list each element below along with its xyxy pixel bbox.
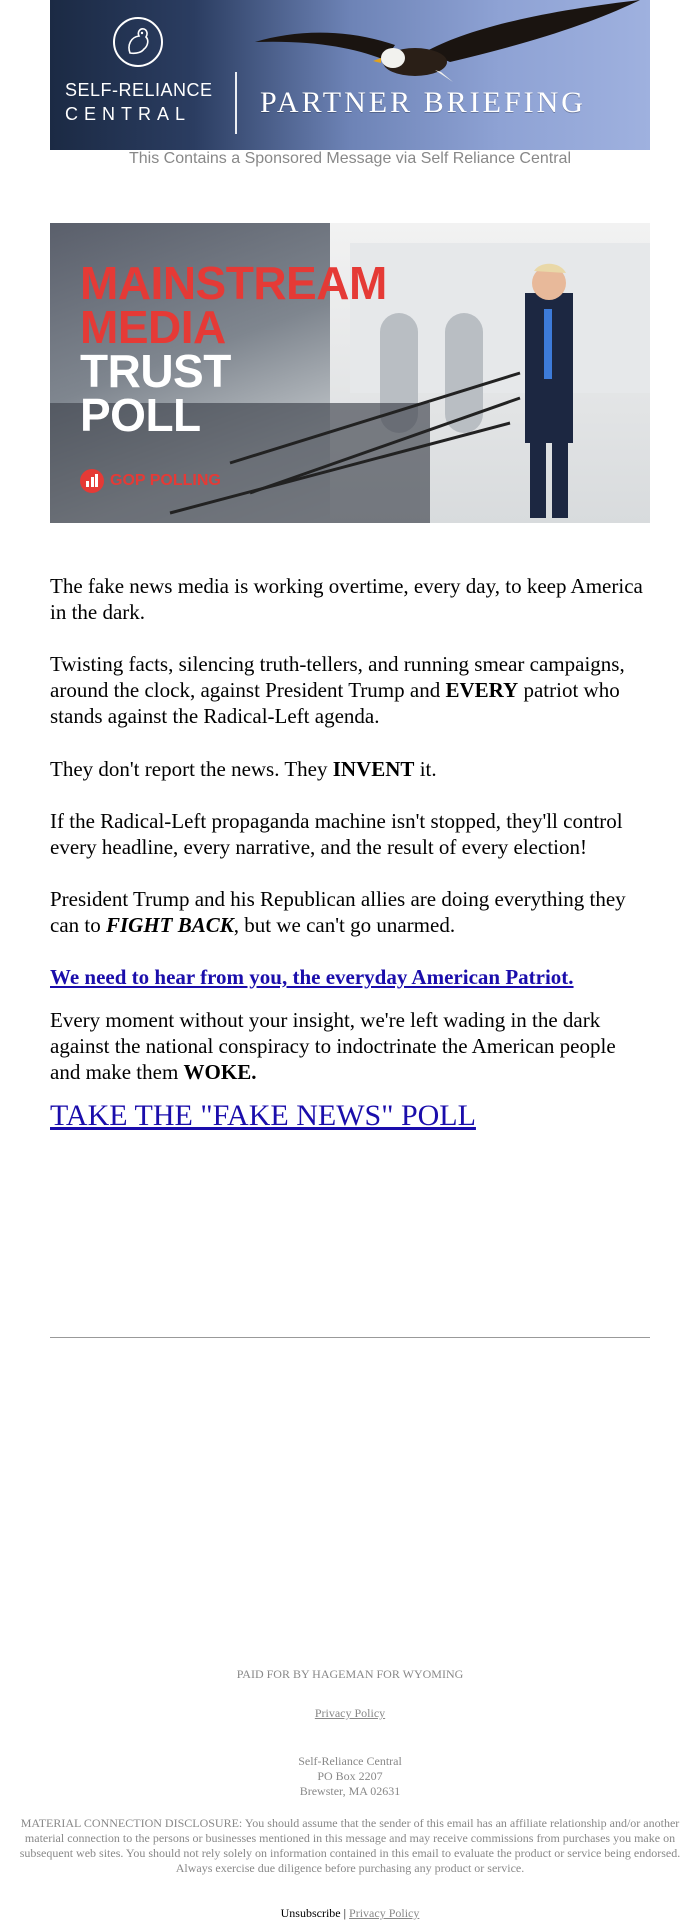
hero-image[interactable] — [50, 223, 650, 523]
emphasis-text: EVERY — [445, 678, 519, 702]
hero-title-line: TRUST — [80, 345, 231, 397]
paragraph-text: it. — [414, 757, 437, 781]
body-paragraph — [50, 1007, 650, 1085]
brand-name-line1: SELF-RELIANCE — [65, 80, 213, 100]
privacy-policy-link-bottom[interactable]: Privacy Policy — [349, 1906, 420, 1920]
section-divider — [50, 1337, 650, 1338]
body-paragraph — [50, 886, 650, 938]
paragraph-text: Twisting facts, silencing truth-tellers, and running smear campaigns, around the clock, against President Trump and — [50, 652, 625, 702]
poll-paragraph — [50, 1099, 650, 1132]
emphasis-text: FIGHT BACK — [105, 913, 234, 937]
hero-title — [80, 257, 387, 441]
mailing-address — [0, 1754, 700, 1799]
material-connection-disclosure: MATERIAL CONNECTION DISCLOSURE: You should assume that the sender of this email has an affiliate relationship and/or another material connection to the persons or businesses mentioned in this message and may receive commissions from purchases you make on subsequent web sites. You should not rely solely on information contained in this email to evaluate the product or service being endorsed. Always exercise due diligence before purchasing any product or service. — [19, 1816, 681, 1875]
bar-chart-icon — [80, 469, 104, 493]
paragraph-text: patriot who stands against the Radical-Left agenda. — [50, 678, 620, 728]
cta-paragraph — [50, 964, 650, 990]
header-banner — [50, 0, 650, 150]
address-line: PO Box 2207 — [317, 1769, 383, 1783]
body-paragraph: The fake news media is working overtime, every day, to keep America in the dark. — [50, 574, 643, 624]
sponsored-note: This Contains a Sponsored Message via Self Reliance Central — [128, 150, 571, 167]
unsubscribe-link[interactable]: Unsubscribe — [280, 1906, 341, 1920]
emphasis-text: INVENT — [332, 757, 415, 781]
body-paragraph — [50, 651, 650, 729]
unsubscribe-row — [0, 1906, 700, 1921]
paragraph-text: , but we can't go unarmed. — [233, 913, 456, 937]
footer-separator: | — [343, 1906, 347, 1920]
privacy-policy-link[interactable]: Privacy Policy — [314, 1706, 386, 1720]
address-line: Self-Reliance Central — [298, 1754, 402, 1768]
gop-polling-badge — [80, 469, 221, 493]
emphasis-text: WOKE. — [183, 1060, 257, 1084]
hero-title-line: POLL — [80, 389, 201, 441]
brand-name-line2: CENTRAL — [65, 104, 192, 124]
body-paragraph: If the Radical-Left propaganda machine isn't stopped, they'll control every headline, every narrative, and the result of every election! — [50, 809, 623, 859]
address-line: Brewster, MA 02631 — [299, 1784, 401, 1798]
privacy-policy-row — [0, 1706, 700, 1721]
paragraph-text: They don't report the news. They — [50, 757, 333, 781]
gop-polling-label: GOP POLLING — [110, 472, 221, 489]
hero-title-line: MAINSTREAM — [80, 257, 387, 309]
body-paragraph — [50, 756, 650, 782]
paragraph-text: President Trump and his Republican allies are doing everything they can to — [50, 887, 626, 937]
partner-briefing-title: PARTNER BRIEFING — [260, 86, 586, 119]
take-poll-link[interactable]: TAKE THE "FAKE NEWS" POLL — [50, 1099, 476, 1132]
paragraph-text: Every moment without your insight, we're left wading in the dark against the national conspiracy to indoctrinate the American people and make them — [50, 1008, 616, 1084]
hero-title-line: MEDIA — [80, 301, 226, 353]
hear-from-you-link[interactable]: We need to hear from you, the everyday American Patriot. — [50, 965, 574, 989]
paid-for-disclaimer: PAID FOR BY HAGEMAN FOR WYOMING — [236, 1667, 464, 1681]
squirrel-logo-icon — [113, 17, 163, 67]
